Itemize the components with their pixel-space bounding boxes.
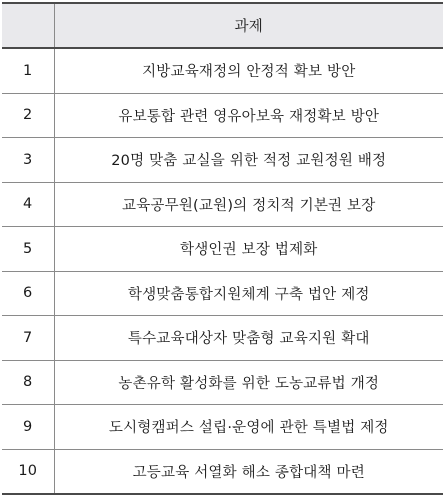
row-task: 특수교육대상자 맞춤형 교육지원 확대: [54, 316, 443, 361]
row-number: 2: [2, 93, 54, 138]
table-row: [2, 271, 443, 316]
row-task: 도시형캠퍼스 설립·운영에 관한 특별법 제정: [54, 405, 443, 450]
table-row: [2, 138, 443, 183]
row-number: 8: [2, 360, 54, 405]
row-number: 1: [2, 48, 54, 93]
table-row: [2, 182, 443, 227]
row-number: 10: [2, 449, 54, 494]
header-number-cell: [2, 3, 54, 48]
row-task: 고등교육 서열화 해소 종합대책 마련: [54, 449, 443, 494]
table-row: [2, 316, 443, 361]
table-row: [2, 93, 443, 138]
row-number: 9: [2, 405, 54, 450]
row-number: 4: [2, 182, 54, 227]
row-task: 학생인권 보장 법제화: [54, 227, 443, 272]
header-task-cell: 과제: [54, 3, 443, 48]
row-task: 20명 맞춤 교실을 위한 적정 교원정원 배정: [54, 138, 443, 183]
row-task: 교육공무원(교원)의 정치적 기본권 보장: [54, 182, 443, 227]
row-number: 6: [2, 271, 54, 316]
table-row: [2, 48, 443, 93]
task-table: [2, 2, 443, 495]
table-row: [2, 449, 443, 494]
row-task: 학생맞춤통합지원체계 구축 법안 제정: [54, 271, 443, 316]
table-row: [2, 405, 443, 450]
row-number: 3: [2, 138, 54, 183]
row-number: 5: [2, 227, 54, 272]
row-task: 유보통합 관련 영유아보육 재정확보 방안: [54, 93, 443, 138]
table-row: [2, 360, 443, 405]
row-task: 농촌유학 활성화를 위한 도농교류법 개정: [54, 360, 443, 405]
row-number: 7: [2, 316, 54, 361]
table-row: [2, 227, 443, 272]
row-task: 지방교육재정의 안정적 확보 방안: [54, 48, 443, 93]
table-header-row: [2, 3, 443, 48]
